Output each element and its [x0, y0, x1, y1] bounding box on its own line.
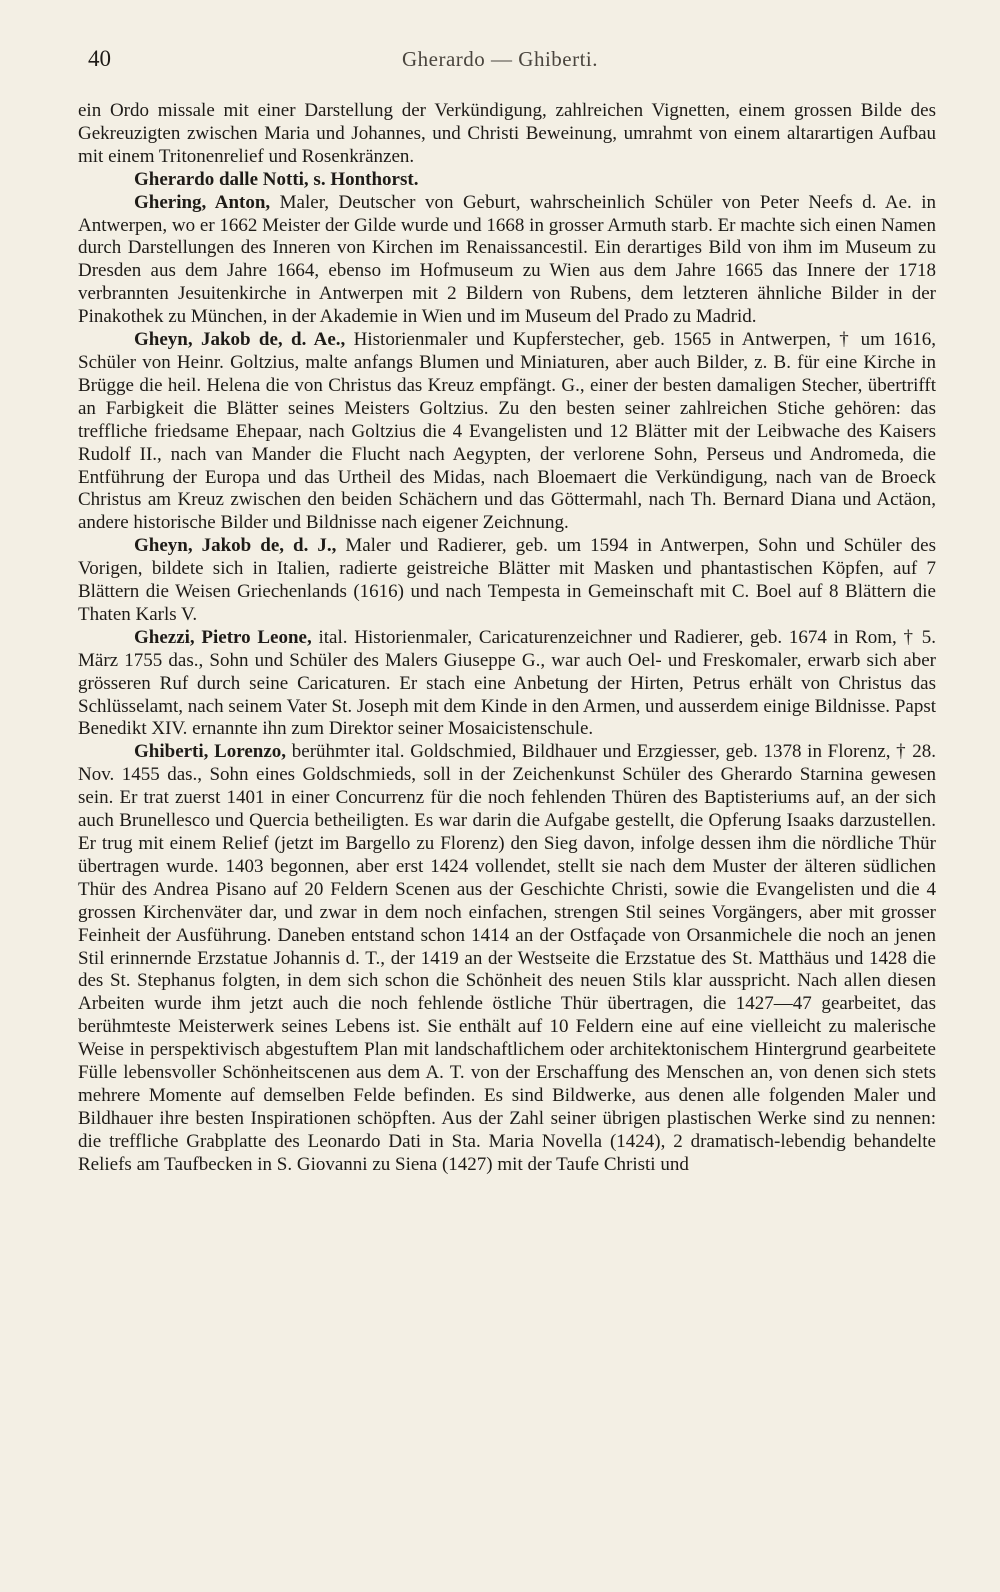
entry-lemma: Ghering, Anton,: [134, 191, 271, 213]
entry-gheyn-elder: [78, 329, 936, 535]
entry-text: ital. Historienmaler, Caricaturenzeichner und Radierer, geb. 1674 in Rom, † 5. März 1755 das., Sohn und Schüler des Malers Giuseppe G., war auch Oel- und Freskomaler, erwarb sich aber grösseren Ruf durch seine Caricaturen. Er stach eine Anbetung der Hirten, Petrus erhält von Christus das Schlüsselamt, nach seinem Vater St. Joseph mit dem Kinde in den Armen, und ausserdem einige Bildnisse. Papst Benedikt XIV. ernannte ihn zum Direktor seiner Mosaicistenschule.: [78, 626, 936, 740]
entry-lemma: Gheyn, Jakob de, d. J.,: [134, 535, 337, 557]
page-number: 40: [88, 46, 111, 71]
entry-gheyn-younger: [78, 535, 936, 627]
entry-lemma: Ghiberti, Lorenzo,: [134, 741, 287, 763]
running-title: Gherardo — Ghiberti.: [401, 47, 599, 71]
entry-lemma: Ghezzi, Pietro Leone,: [134, 626, 312, 648]
entry-text: Historienmaler und Kupferstecher, geb. 1565 in Antwerpen, † um 1616, Schüler von Heinr. Goltzius, malte anfangs Blumen und Miniaturen, aber auch Bilder, z. B. für eine Kirche in Brügge die heil. Helena die von Christus das Kreuz empfängt. G., einer der besten damaligen Stecher, übertrifft an Farbigkeit die Blätter seines Meisters Goltzius. Zu den besten seiner zahlreichen Stiche gehören: das treffliche friedsame Ehepaar, nach Goltzius die 4 Evangelisten und 12 Blätter mit der Leibwache des Kaisers Rudolf II., nach van Mander die Flucht nach Aegypten, der verlorene Sohn, Perseus und Andromeda, die Entführung der Europa und das Urtheil des Midas, nach Bloemaert die Verkündigung, nach van de Broeck Christus am Kreuz zwischen den beiden Schächern und das Göttermahl, nach Th. Bernard Diana und Actäon, andere historische Bilder und Bildnisse nach eigener Zeichnung.: [78, 329, 937, 534]
entry-ghering: [78, 192, 936, 329]
entry-text: ein Ordo missale mit einer Darstellung der Verkündigung, zahlreichen Vignetten, einem grossen Bilde des Gekreuzigten zwischen Maria und Johannes, und Christi Beweinung, umrahmt von einem altarartigen Aufbau mit einem Tritonenrelief und Rosenkränzen.: [78, 100, 936, 167]
entry-text: berühmter ital. Goldschmied, Bildhauer und Erzgiesser, geb. 1378 in Florenz, † 28. Nov. 1455 das., Sohn eines Goldschmieds, soll in der Zeichenkunst Schüler des Gherardo Starnina gewesen sein. Er trat zuerst 1401 in einer Concurrenz für die noch fehlenden Thüren des Baptisteriums auf, an der sich auch Brunellesco und Quercia betheiligten. Es war darin die Aufgabe gestellt, die Opferung Isaaks darzustellen. Er trug mit einem Relief (jetzt im Bargello zu Florenz) den Sieg davon, infolge dessen ihm die nördliche Thür übertragen wurde. 1403 begonnen, aber erst 1424 vollendet, stellt sie nach dem Muster der älteren südlichen Thür des Andrea Pisano auf 20 Feldern Scenen aus der Geschichte Christi, sowie die Evangelisten und die 4 grossen Kirchenväter dar, und zwar in dem noch einfachen, strengen Stil seines Vorgängers, aber mit grosser Feinheit der Ausführung. Daneben entstand schon 1414 an der Ostfaçade von Orsanmichele die noch an jenen Stil erinnernde Erzstatue Johannis d. T., der 1419 an der Westseite die Erzstatue des St. Matthäus und 1428 die des St. Stephanus folgten, in dem sich schon die Schönheit des neuen Stils klar ausspricht. Nach allen diesen Arbeiten wurde ihm jetzt auch die noch fehlende östliche Thür übertragen, die 1427—47 gearbeitet, das berühmteste Meisterwerk seines Lebens ist. Sie enthält auf 10 Feldern eine auf eine vielleicht zu malerische Weise in perspektivisch abgestuftem Plan mit landschaftlichem oder architektonischem Hintergrund gearbeitete Fülle lebensvoller Schönheitscenen aus dem A. T. von der Erschaffung des Menschen an, von denen sich stets mehrere Momente auf demselben Felde befinden. Es sind Bildwerke, aus denen alle folgenden Maler und Bildhauer ihre besten Inspirationen schöpften. Aus der Zahl seiner übrigen plastischen Werke sind zu nennen: die treffliche Grabplatte des Leonardo Dati in Sta. Maria Novella (1424), 2 dramatisch-lebendig behandelte Reliefs am Taufbecken in S. Giovanni zu Siena (1427) mit der Taufe Christi und: [78, 741, 937, 1175]
entry-text: Maler und Radierer, geb. um 1594 in Antwerpen, Sohn und Schüler des Vorigen, bildete sich in Italien, radierte geistreiche Blätter mit Masken und phantastischen Köpfen, auf 7 Blättern die Weisen Griechenlands (1616) und nach Tempesta in Gemeinschaft mit C. Boel auf 8 Blättern die Thaten Karls V.: [78, 535, 937, 625]
entry-gherardo: [78, 169, 936, 192]
entry-ghiberti: [78, 741, 936, 1176]
entry-ghezzi: [78, 627, 936, 742]
entry-text: Maler, Deutscher von Geburt, wahrscheinlich Schüler von Peter Neefs d. Ae. in Antwerpen, wo er 1662 Meister der Gilde wurde und 1668 in grosser Armuth starb. Er machte sich einen Namen durch Darstellungen des Inneren von Kirchen im Renaissancestil. Ein derartiges Bild von ihm im Museum zu Dresden aus dem Jahre 1664, ebenso im Hofmuseum zu Wien aus dem Jahre 1665 das Innere der 1718 verbrannten Jesuitenkirche in Antwerpen mit 2 Bildern von Rubens, dem letzteren ähnliche Bilder in der Pinakothek zu München, in der Akademie in Wien und im Museum del Prado zu Madrid.: [78, 191, 937, 328]
entry-continuation: [78, 100, 936, 169]
text-column: [78, 100, 936, 1177]
entry-lemma: Gherardo dalle Notti, s. Honthorst.: [134, 168, 419, 190]
running-head: [78, 44, 922, 78]
entry-lemma: Gheyn, Jakob de, d. Ae.,: [134, 329, 346, 351]
